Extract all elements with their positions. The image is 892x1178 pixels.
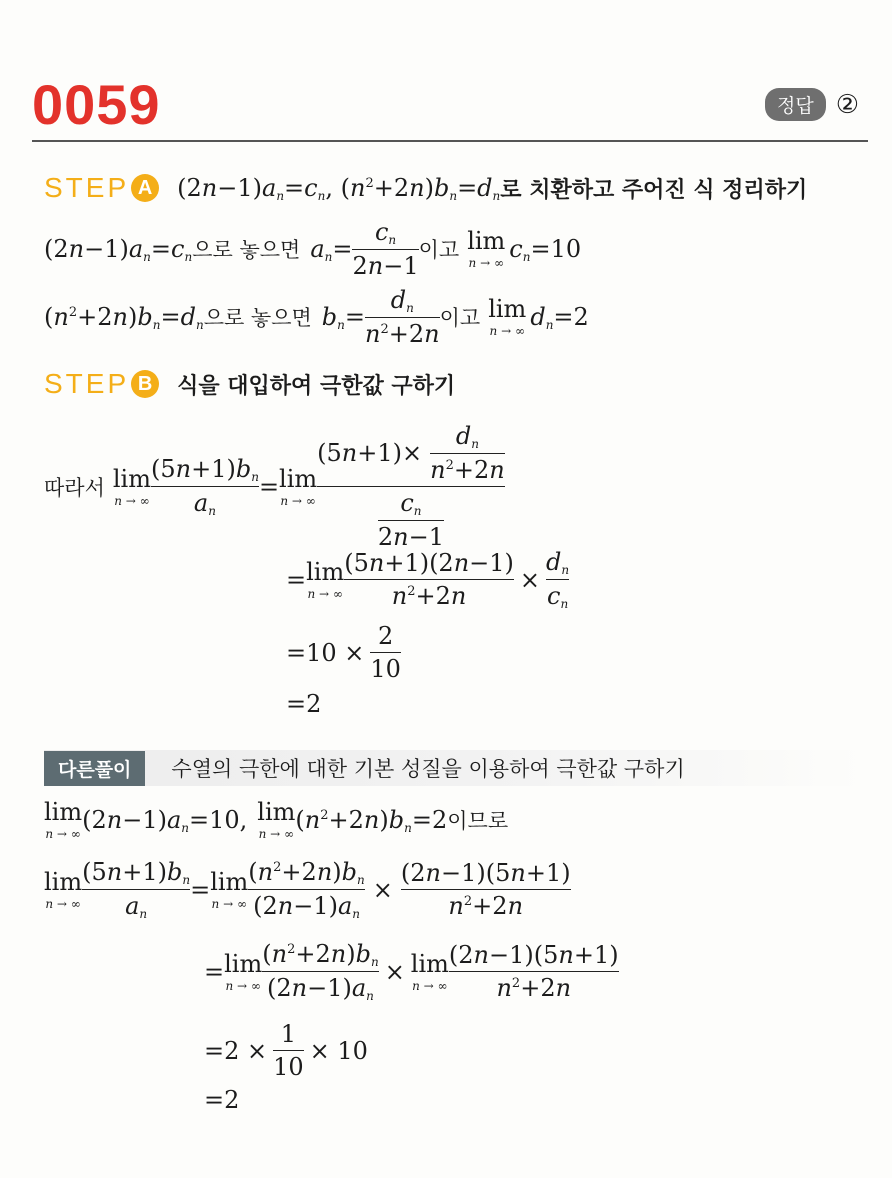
step-a-header	[44, 172, 807, 204]
alt-banner	[44, 750, 864, 786]
answer-badge: 정답	[765, 88, 826, 121]
alt-line-5: =2	[204, 1086, 240, 1114]
alt-title: 수열의 극한에 대한 기본 성질을 이용하여 극한값 구하기	[171, 757, 685, 781]
step-a-substitution: $(2n-1)a_n=c_n$, $(n^2+2n)b_n=d_n$	[177, 173, 501, 203]
step-b-title: 식을 대입하여 극한값 구하기	[177, 373, 456, 399]
alt-line-4: =2 × $\frac{1}{10}$ × 10	[204, 1020, 368, 1081]
header-rule	[32, 140, 868, 142]
step-a-line-1: $(2n-1)a_n=c_n$ 으로 놓으면 $a_n=$ $\frac{c_n}{2n-1}$ 이고 lim n → ∞ $c_n=$ 10	[44, 218, 582, 280]
alt-line-2: lim n → ∞ $\frac{(5n+1)b_n}{a_n}$ = lim n → ∞ $\frac{(n^2+2n)b_n}{(2n-1)a_n}$ × $\frac{(2n-1)(5n+1)}{n^2+2n}$	[44, 858, 571, 921]
problem-number: 0059	[32, 73, 161, 136]
step-b-line-2: = lim n → ∞ $\frac{(5n+1)(2n-1)}{n^2+2n}$ × $\frac{d_n}{c_n}$	[286, 548, 570, 611]
alt-line-1: lim n → ∞ $(2n-1)a_n=10$, lim n → ∞ $(n^2+2n)b_n=2$ 이므로	[44, 798, 509, 841]
step-a-line-2: $(n^2+2n)b_n=d_n$ 으로 놓으면 $b_n=$ $\frac{d_n}{n^2+2n}$ 이고 lim n → ∞ $d_n=$ 2	[44, 286, 589, 348]
step-b-line-4: =2	[286, 690, 322, 718]
step-b-header	[44, 368, 455, 400]
answer-value: ②	[835, 89, 860, 120]
alt-line-3: = lim n → ∞ $\frac{(n^2+2n)b_n}{(2n-1)a_n}$ × lim n → ∞ $\frac{(2n-1)(5n+1)}{n^2+2n}$	[204, 940, 619, 1003]
step-b-line-3: =10 × $\frac{2}{10}$	[286, 622, 401, 683]
step-a-badge: A	[131, 174, 159, 202]
step-b-line-1: 따라서 lim n → ∞ $\frac{(5n+1)b_n}{a_n}$ = lim n → ∞ (5 n +1)× $\frac{d_n}{n^2+2n}$ $\frac{c_n}{2n-1}$	[44, 422, 505, 551]
step-a-label: STEP	[44, 172, 130, 203]
step-a-title: 로 치환하고 주어진 식 정리하기	[500, 177, 808, 203]
step-b-badge: B	[131, 370, 159, 398]
alt-tag: 다른풀이	[44, 751, 145, 786]
answer-area	[765, 88, 859, 121]
step-b-label: STEP	[44, 368, 130, 399]
